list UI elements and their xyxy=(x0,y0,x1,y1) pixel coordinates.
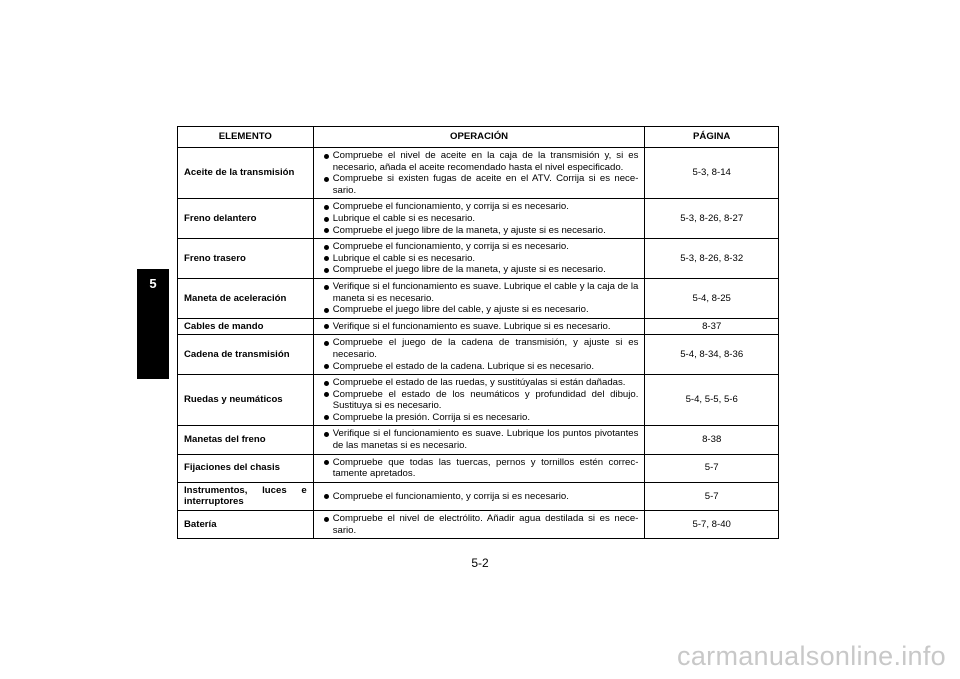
operation-item: Lubrique el cable si es necesario. xyxy=(324,253,639,265)
operation-item: Compruebe el juego libre de la maneta, y ajuste si es necesario. xyxy=(324,264,639,276)
page-number: 5-2 xyxy=(471,556,489,570)
row-operations xyxy=(313,426,645,454)
row-element: Maneta de aceleración xyxy=(178,278,314,318)
operation-item: Compruebe si existen fugas de aceite en el ATV. Corrija si es necesario. xyxy=(324,173,639,196)
operation-item: Verifique si el funcionamiento es suave. Lubrique si es necesario. xyxy=(324,321,639,333)
operation-item: Verifique si el funcionamiento es suave. Lubrique el cable y la caja de la maneta si es necesario. xyxy=(324,281,639,304)
row-operations xyxy=(313,511,645,539)
row-pages: 5-7 xyxy=(645,454,779,482)
row-operations xyxy=(313,454,645,482)
table-header-row xyxy=(178,127,779,148)
watermark: carmanualsonline.info xyxy=(677,641,946,671)
table-row xyxy=(178,511,779,539)
row-pages: 5-4, 8-34, 8-36 xyxy=(645,335,779,375)
operation-item: Compruebe el funcionamiento, y corrija si es necesario. xyxy=(324,491,639,503)
row-pages: 5-3, 8-26, 8-32 xyxy=(645,239,779,279)
chapter-tab: 5 xyxy=(137,269,169,379)
row-pages: 8-37 xyxy=(645,318,779,335)
row-pages: 5-3, 8-26, 8-27 xyxy=(645,199,779,239)
operation-item: Lubrique el cable si es necesario. xyxy=(324,213,639,225)
maintenance-table xyxy=(177,126,779,539)
row-element: Instrumentos, luces e interruptores xyxy=(178,482,314,510)
row-operations xyxy=(313,335,645,375)
row-pages: 5-7, 8-40 xyxy=(645,511,779,539)
row-element: Manetas del freno xyxy=(178,426,314,454)
table-row xyxy=(178,199,779,239)
table-row xyxy=(178,454,779,482)
row-pages: 8-38 xyxy=(645,426,779,454)
operation-item: Compruebe el nivel de electrólito. Añadir agua destilada si es necesario. xyxy=(324,513,639,536)
operation-item: Compruebe el juego libre de la maneta, y ajuste si es necesario. xyxy=(324,225,639,237)
operation-item: Compruebe el estado de los neumáticos y profundidad del dibujo. Sustituya si es necesario. xyxy=(324,389,639,412)
table-row xyxy=(178,482,779,510)
operation-item: Compruebe el nivel de aceite en la caja de la transmisión y, si es necesario, añada el aceite recomendado hasta el nivel especificado. xyxy=(324,150,639,173)
row-element: Batería xyxy=(178,511,314,539)
table-row xyxy=(178,148,779,199)
row-pages: 5-7 xyxy=(645,482,779,510)
table-row xyxy=(178,335,779,375)
operation-item: Verifique si el funcionamiento es suave. Lubrique los puntos pivotantes de las manetas si es necesario. xyxy=(324,428,639,451)
row-operations xyxy=(313,375,645,426)
operation-item: Compruebe el funcionamiento, y corrija si es necesario. xyxy=(324,201,639,213)
operation-item: Compruebe que todas las tuercas, pernos y tornillos estén correctamente apretados. xyxy=(324,457,639,480)
operation-item: Compruebe la presión. Corrija si es necesario. xyxy=(324,412,639,424)
row-element: Cables de mando xyxy=(178,318,314,335)
header-element: ELEMENTO xyxy=(178,127,314,148)
row-pages: 5-4, 8-25 xyxy=(645,278,779,318)
row-element: Freno delantero xyxy=(178,199,314,239)
operation-item: Compruebe el juego libre del cable, y ajuste si es necesario. xyxy=(324,304,639,316)
row-operations xyxy=(313,199,645,239)
table-row xyxy=(178,426,779,454)
operation-item: Compruebe el estado de las ruedas, y sustitúyalas si están dañadas. xyxy=(324,377,639,389)
operation-item: Compruebe el juego de la cadena de transmisión, y ajuste si es necesario. xyxy=(324,337,639,360)
row-operations xyxy=(313,482,645,510)
operation-item: Compruebe el funcionamiento, y corrija si es necesario. xyxy=(324,241,639,253)
row-operations xyxy=(313,318,645,335)
operation-item: Compruebe el estado de la cadena. Lubrique si es necesario. xyxy=(324,361,639,373)
row-element: Freno trasero xyxy=(178,239,314,279)
row-element: Ruedas y neumáticos xyxy=(178,375,314,426)
table-row xyxy=(178,375,779,426)
table-row xyxy=(178,278,779,318)
row-operations xyxy=(313,278,645,318)
header-page: PÁGINA xyxy=(645,127,779,148)
row-operations xyxy=(313,148,645,199)
header-operation: OPERACIÓN xyxy=(313,127,645,148)
row-element: Aceite de la transmisión xyxy=(178,148,314,199)
table-row xyxy=(178,239,779,279)
row-pages: 5-3, 8-14 xyxy=(645,148,779,199)
row-operations xyxy=(313,239,645,279)
row-element: Cadena de transmisión xyxy=(178,335,314,375)
row-element: Fijaciones del chasis xyxy=(178,454,314,482)
table-row xyxy=(178,318,779,335)
row-pages: 5-4, 5-5, 5-6 xyxy=(645,375,779,426)
